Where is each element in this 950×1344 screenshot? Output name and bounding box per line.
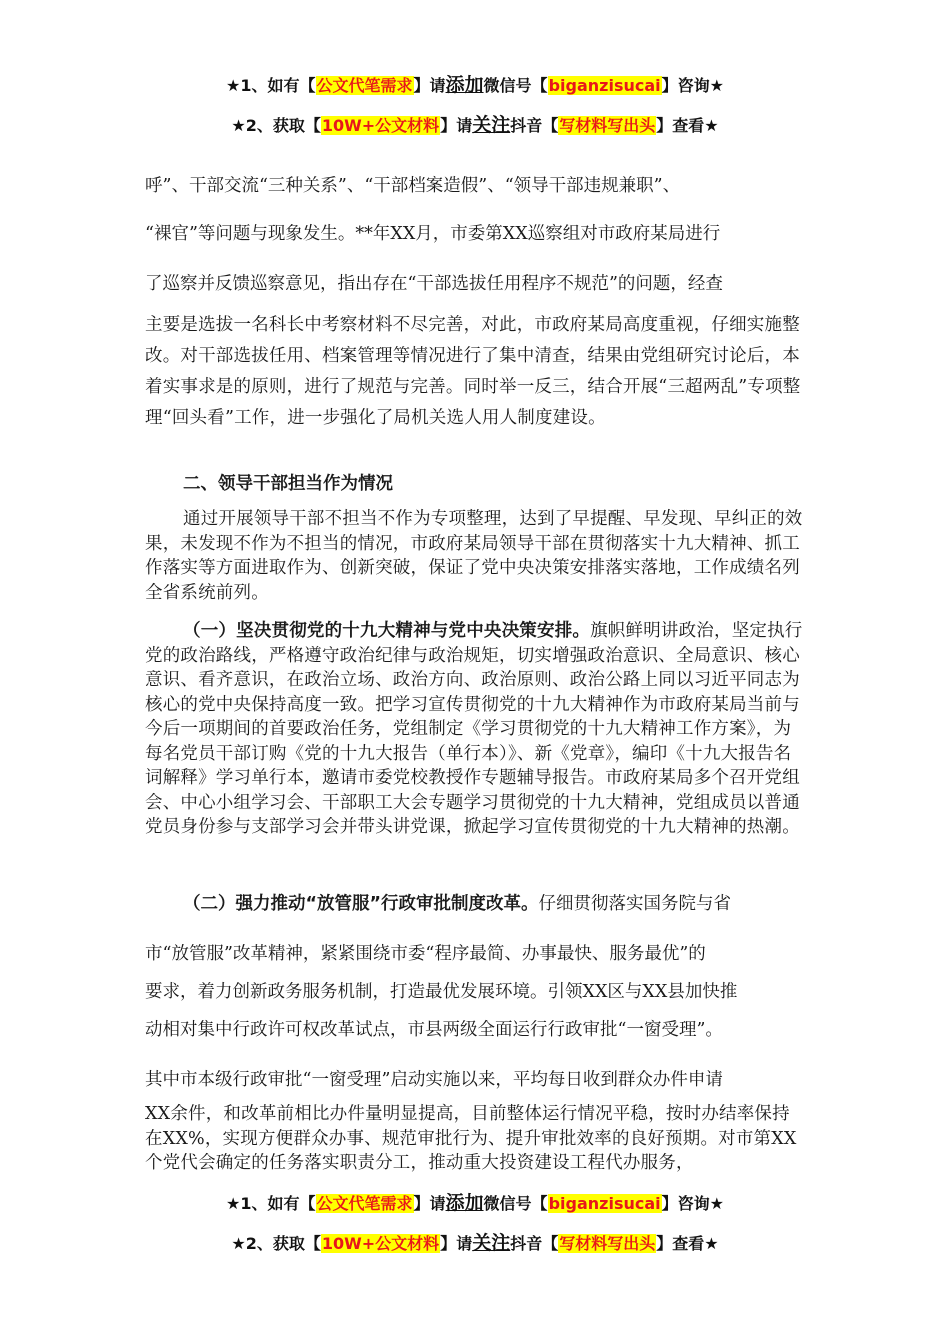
paragraph-2: 通过开展领导干部不担当不作为专项整理，达到了早提醒、早发现、早纠正的效果，未发现不作为不担当的情况，市政府某局领导干部在贯彻落实十九大精神、抓工作落实等方面进取作为、创新突破，保证了党中央决策安排落实落地，工作成绩名列全省系统前列。: [145, 509, 803, 603]
highlight-wechat-id: biganzisucai: [548, 1194, 661, 1213]
section-heading: 二、领导干部担当作为情况: [183, 474, 393, 494]
body-line: 其中市本级行政审批“一窗受理”启动实施以来，平均每日收到群众办件申请: [145, 1070, 723, 1090]
paragraph-1-continued: 主要是选拔一名科长中考察材料不尽完善，对此，市政府某局高度重视，仔细实施整改。对干部选拔任用、档案管理等情况进行了集中清查，结果由党组研究讨论后，本着实事求是的原则，进行了规范与完善。同时举一反三，结合开展“三超两乱”专项整理“回头看”工作，进一步强化了局机关选人用人制度建设。: [145, 315, 801, 428]
header-banner-line2: ★2、获取【10W+公文材料】请关注抖音【写材料写出头】查看★: [231, 114, 719, 136]
highlight-materials: 10W+公文材料: [321, 116, 440, 135]
paragraph-4-first-line: （二）强力推动“放管服”行政审批制度改革。仔细贯彻落实国务院与省: [183, 894, 732, 914]
body-line: 呼”、干部交流“三种关系”、“干部档案造假”、“领导干部违规兼职”、: [145, 176, 681, 196]
body-line: 动相对集中行政许可权改革试点，市县两级全面运行行政审批“一窗受理”。: [145, 1020, 723, 1040]
body-line: 市“放管服”改革精神，紧紧围绕市委“程序最简、办事最快、服务最优”的: [145, 944, 706, 964]
body-line: 了巡察并反馈巡察意见，指出存在“干部选拔任用程序不规范”的问题，经查: [145, 274, 723, 294]
highlight-wechat-id: biganzisucai: [548, 76, 661, 95]
footer-banner-line1: ★1、如有【公文代笔需求】请添加微信号【biganzisucai】咨询★: [226, 1192, 724, 1214]
paragraph-3-lead: （一）坚决贯彻党的十九大精神与党中央决策安排。: [183, 621, 591, 641]
highlight-douyin: 写材料写出头: [559, 1234, 656, 1253]
header-banner-line1: ★1、如有【公文代笔需求】请添加微信号【biganzisucai】咨询★: [226, 74, 724, 96]
paragraph-3: （一）坚决贯彻党的十九大精神与党中央决策安排。旗帜鲜明讲政治，坚定执行党的政治路线，严格遵守政治纪律与政治规矩，切实增强政治意识、全局意识、核心意识、看齐意识，在政治立场、政治方向、政治原则、政治公路上同以习近平同志为核心的党中央保持高度一致。把学习宣传贯彻党的十九大精神作为市政府某局当前与今后一项期间的首要政治任务，党组制定《学习贯彻党的十九大精神工作方案》，为每名党员干部订购《党的十九大报告（单行本）》、新《党章》，编印《十九大报告名词解释》学习单行本，邀请市委党校教授作专题辅导报告。市政府某局多个召开党组会、中心小组学习会、干部职工大会专题学习贯彻党的十九大精神，党组成员以普通党员身份参与支部学习会并带头讲党课，掀起学习宣传贯彻党的十九大精神的热潮。: [145, 621, 803, 837]
paragraph-4-continued: XX余件，和改革前相比办件量明显提高，目前整体运行情况平稳，按时办结率保持在XX%，实现方便群众办事、规范审批行为、提升审批效率的良好预期。对市第XX个党代会确定的任务落实职责分工，推动重大投资建设工程代办服务，: [145, 1104, 797, 1173]
highlight-douyin: 写材料写出头: [559, 116, 656, 135]
highlight-service: 公文代笔需求: [316, 76, 413, 95]
footer-banner-line2: ★2、获取【10W+公文材料】请关注抖音【写材料写出头】查看★: [231, 1232, 719, 1254]
body-line: 要求，着力创新政务服务机制，打造最优发展环境。引领XX区与XX县加快推: [145, 982, 738, 1002]
highlight-materials: 10W+公文材料: [321, 1234, 440, 1253]
highlight-service: 公文代笔需求: [316, 1194, 413, 1213]
body-line: “裸官”等问题与现象发生。**年XX月，市委第XX巡察组对市政府某局进行: [145, 224, 721, 244]
